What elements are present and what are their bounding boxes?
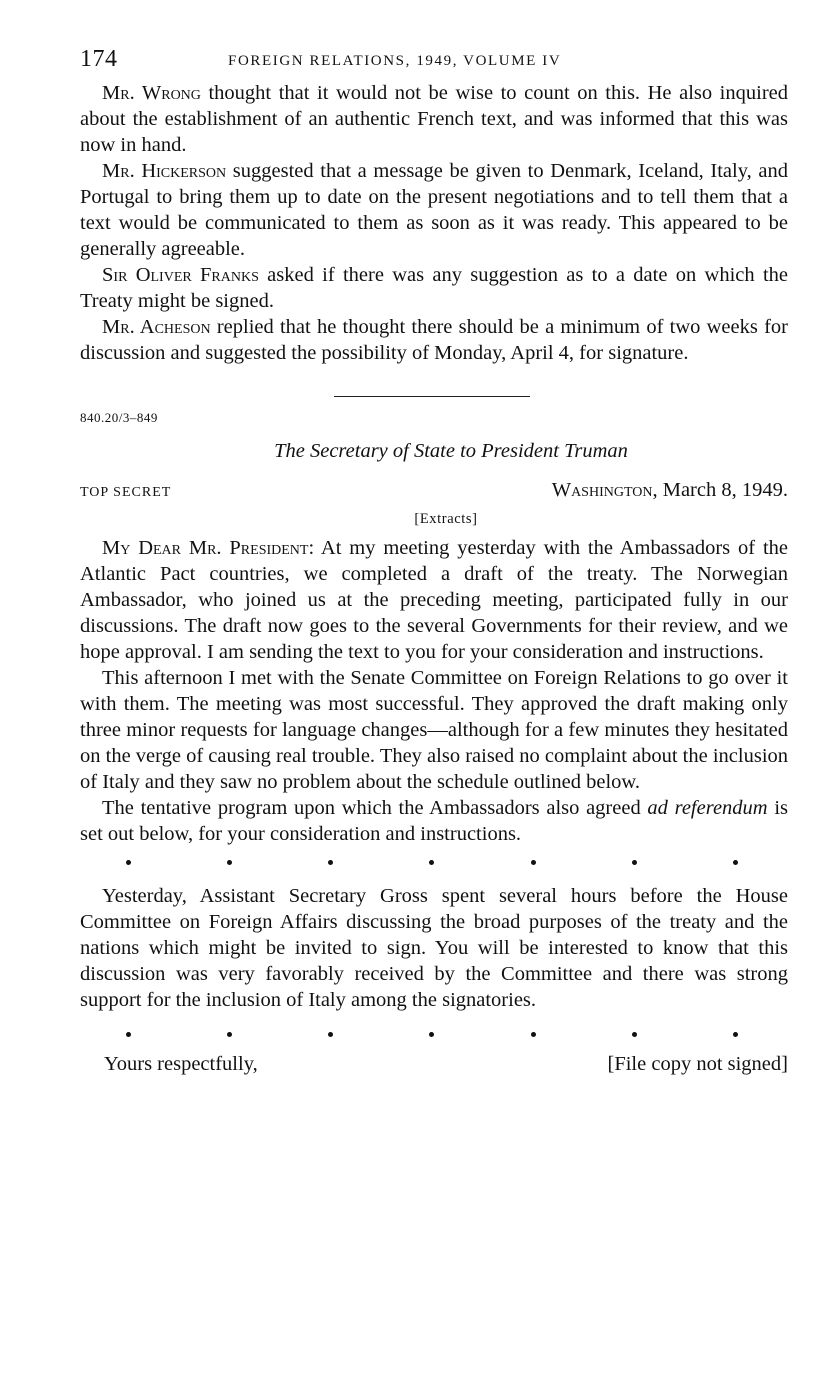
document-title: The Secretary of State to President Truman	[274, 440, 628, 462]
running-head	[80, 40, 788, 80]
file-copy-note: [File copy not signed]	[607, 1053, 788, 1075]
letter-paragraph	[80, 535, 788, 665]
omission-dot	[227, 1032, 232, 1037]
document-meta	[80, 477, 788, 511]
minutes-text: replied that he thought there should be a minimum of two weeks for discussion and suggested the possibility of Monday, April 4, for signature.	[80, 316, 788, 364]
minutes-text: asked if there was any suggestion as to a date on which the Treaty might be signed.	[80, 264, 788, 312]
minutes-paragraph	[80, 314, 788, 366]
page-number: 174	[80, 46, 118, 72]
omission-dot	[429, 1032, 434, 1037]
letter-paragraph: Yesterday, Assistant Secretary Gross spent several hours before the House Committee on Foreign Affairs discussing the broad purposes of the treaty and the nations which might be invited to sign. You will be interested to know that this discussion was very favorably received by the Committee and there was strong support for the inclusion of Italy among the signatories.	[80, 885, 788, 1011]
omission-dot	[632, 860, 637, 865]
letter-text: The tentative program upon which the Ambassadors also agreed	[102, 797, 648, 819]
section-divider	[334, 396, 530, 397]
speaker-name: Mr. Hickerson	[102, 160, 227, 182]
omission-dot	[632, 1032, 637, 1037]
classification-label: TOP SECRET	[80, 485, 172, 500]
speaker-name: Sir Oliver Franks	[102, 264, 259, 286]
closing-row	[80, 1049, 788, 1079]
omission-dot	[531, 1032, 536, 1037]
latin-phrase: ad referendum	[647, 797, 768, 819]
minutes-text: thought that it would not be wise to count on this. He also inquired about the establishment of an authentic French text, and was informed that this was now in hand.	[80, 82, 789, 156]
dateline-place: Washington	[551, 479, 653, 501]
file-number: 840.20/3–849	[80, 410, 158, 425]
omission-dot	[733, 860, 738, 865]
letter-text: is set out below, for your consideration and instructions.	[80, 797, 788, 845]
dateline	[552, 479, 788, 502]
letter-paragraph	[80, 795, 788, 847]
omission-marks	[80, 1019, 788, 1049]
minutes-paragraph	[80, 262, 788, 314]
omission-marks	[80, 847, 788, 877]
omission-dot	[328, 1032, 333, 1037]
omission-dot	[227, 860, 232, 865]
omission-dot	[126, 1032, 131, 1037]
extracts-label: [Extracts]	[414, 511, 478, 527]
speaker-name: Mr. Acheson	[102, 316, 211, 338]
letter-paragraph: This afternoon I met with the Senate Committee on Foreign Relations to go over it with them. The meeting was most successful. They approved the draft making only three minor requests for language changes—although for a few minutes they hesitated on the verge of causing real trouble. They also raised no complaint about the inclusion of Italy and they saw no problem about the schedule outlined below.	[80, 667, 789, 793]
letter-text: At my meeting yesterday with the Ambassadors of the Atlantic Pact countries, we completed a draft of the treaty. The Norwegian Ambassador, who joined us at the preceding meeting, participated fully in our discussions. The draft now goes to the several Governments for their review, and we hope approval. I am sending the text to you for your consideration and instructions.	[80, 537, 788, 663]
speaker-name: Mr. Wrong	[102, 82, 201, 104]
omission-dot	[733, 1032, 738, 1037]
omission-dot	[429, 860, 434, 865]
omission-dot	[531, 860, 536, 865]
salutation-colon: :	[308, 537, 315, 559]
minutes-text: suggested that a message be given to Denmark, Iceland, Italy, and Portugal to bring them up to date on the present negotiations and to tell them that a text would be communicated to them as soon as it was ready. This appeared to be generally agreeable.	[80, 160, 788, 260]
running-title: FOREIGN RELATIONS, 1949, VOLUME IV	[228, 53, 562, 69]
dateline-date: , March 8, 1949.	[652, 479, 788, 501]
closing: Yours respectfully,	[104, 1053, 258, 1075]
document-page	[80, 40, 788, 1079]
minutes-paragraph	[80, 158, 788, 262]
omission-dot	[126, 860, 131, 865]
salutation: My Dear Mr. President	[102, 537, 309, 559]
minutes-paragraph	[80, 80, 788, 158]
omission-dot	[328, 860, 333, 865]
